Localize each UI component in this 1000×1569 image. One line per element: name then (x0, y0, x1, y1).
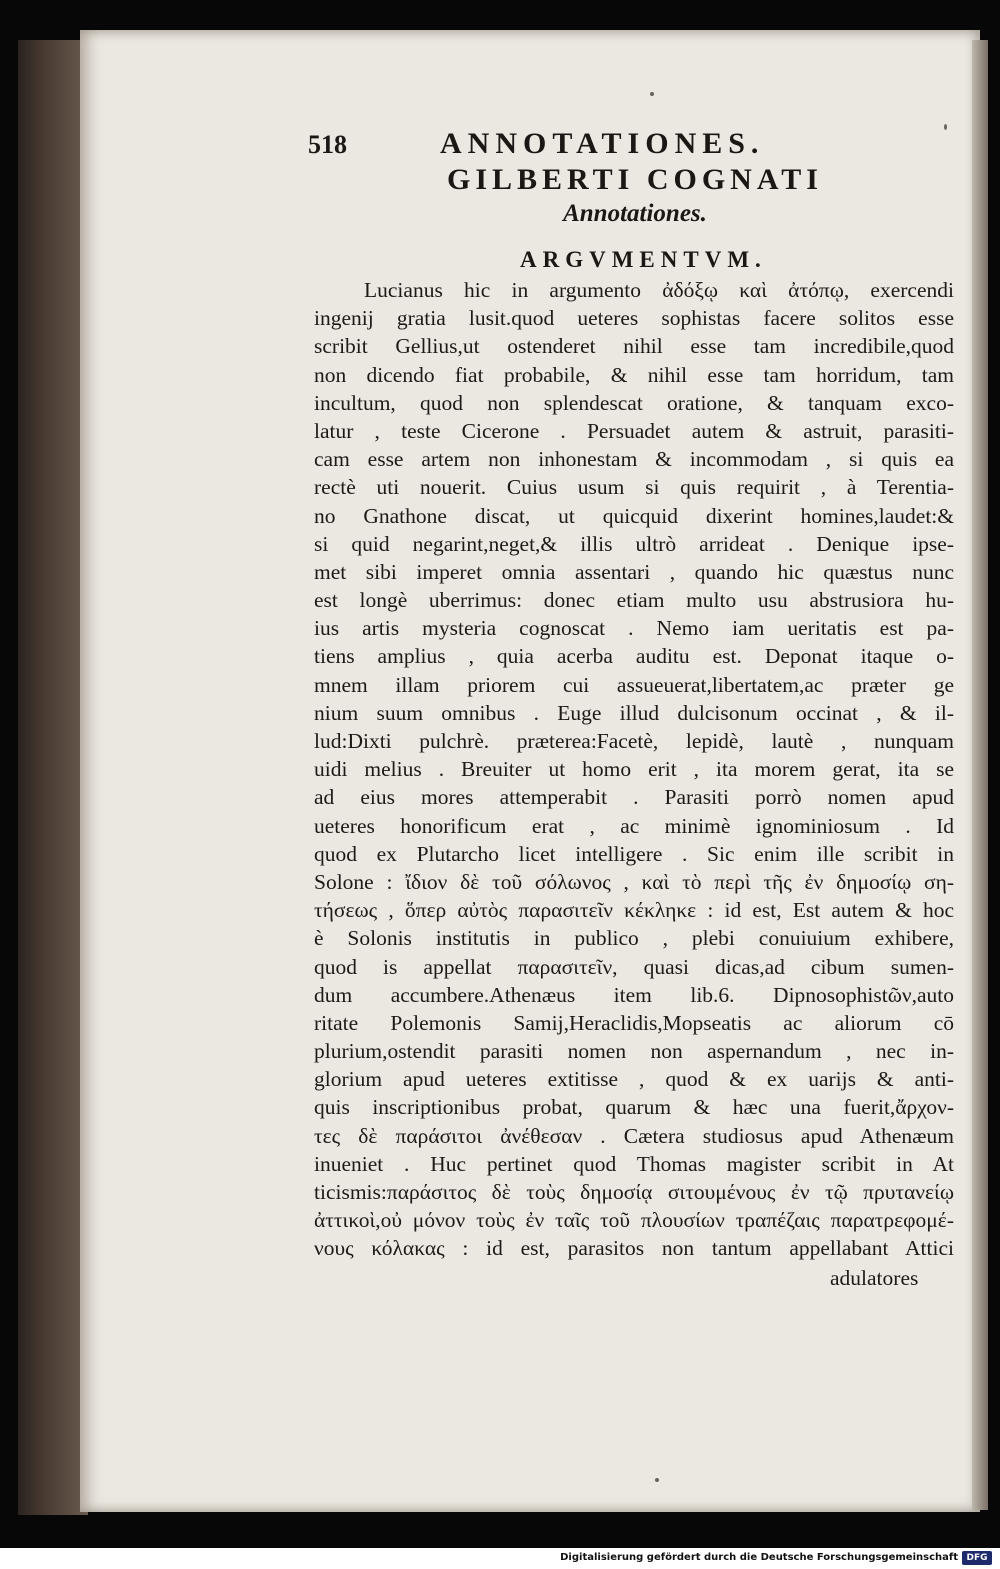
text-line: Lucianus hic in argumento ἀδόξῳ καὶ ἀτόπῳ, exercendi (364, 278, 954, 302)
text-line: tiens amplius , quia acerba auditu est. Deponat itaque o- (314, 644, 954, 669)
text-line: uidi melius . Breuiter ut homo erit , ita morem gerat, ita se (314, 757, 954, 782)
paper-speck (650, 92, 654, 96)
text-line: νους κόλακας : id est, parasitos non tantum appellabant Attici (314, 1236, 954, 1261)
page-fore-edge (972, 40, 988, 1510)
text-line: Solone : ἴδιον δὲ τοῦ σόλωνος , καὶ τὸ περὶ τῆς ἐν δημοσίῳ ση- (314, 869, 954, 894)
text-line: ticismis:παράσιτος δὲ τοὺς δημοσίᾳ σιτουμένους ἐν τῷ πρυτανείῳ (314, 1180, 954, 1204)
text-line: si quid negarint,neget,& illis ultrò arrideat . Denique ipse- (314, 531, 954, 556)
text-line: met sibi imperet omnia assentari , quando hic quæstus nunc (314, 559, 954, 584)
text-line: mnem illam priorem cui assueuerat,libertatem,ac præter ge (314, 672, 954, 697)
text-line: latur , teste Cicerone . Persuadet autem & astruit, parasiti- (314, 418, 954, 443)
text-line: ad eius mores attemperabit . Parasiti porrò nomen apud (314, 785, 954, 810)
text-line: τήσεως , ὅπερ αὐτὸς παρασιτεῖν κέκληκε : id est, Est autem & hoc (314, 898, 954, 923)
running-head: ANNOTATIONES. (440, 127, 765, 160)
annotations-heading: Annotationes. (563, 200, 707, 227)
text-line: non dicendo fiat probabile, & nihil esse tam horridum, tam (314, 362, 954, 387)
text-line: scribit Gellius,ut ostenderet nihil esse tam incredibile,quod (314, 334, 954, 359)
book-spine-shadow (18, 40, 88, 1515)
text-line: inueniet . Huc pertinet quod Thomas magister scribit in At (314, 1151, 954, 1176)
paper-speck (655, 1478, 659, 1482)
dfg-logo: DFG (962, 1551, 992, 1565)
text-line: plurium,ostendit parasiti nomen non aspernandum , nec in- (314, 1039, 954, 1064)
text-line: lud:Dixti pulchrè. præterea:Facetè, lepidè, lautè , nunquam (314, 729, 954, 753)
author-heading: GILBERTI COGNATI (447, 163, 823, 196)
text-line: ritate Polemonis Samij,Heraclidis,Mopseatis ac aliorum cō (314, 1010, 954, 1035)
text-line: è Solonis institutis in publico , plebi conuiuium exhibere, (314, 926, 954, 951)
page-number: 518 (308, 130, 347, 159)
text-line: ἀττικοὶ,οὐ μόνον τοὺς ἐν ταῖς τοῦ πλουσίων τραπέζαις παρατρεφομέ- (314, 1208, 954, 1233)
text-line: ueteres honorificum erat , ac minimè ignominiosum . Id (314, 813, 954, 838)
text-line: cam esse artem non inhonestam & incommodam , si quis ea (314, 447, 954, 472)
funding-note: Digitalisierung gefördert durch die Deutsche Forschungsgemeinschaft (560, 1552, 958, 1563)
text-line: quod is appellat παρασιτεῖν, quasi dicas,ad cibum sumen- (314, 954, 954, 979)
text-line: dum accumbere.Athenæus item lib.6. Dipnosophistῶν,auto (314, 982, 954, 1007)
text-line: glorium apud ueteres extitisse , quod & ex uarijs & anti- (314, 1067, 954, 1092)
catchword: adulatores (830, 1266, 919, 1290)
text-line: nium suum omnibus . Euge illud dulcisonum occinat , & il- (314, 700, 954, 725)
paper-speck (944, 124, 947, 130)
text-line: incultum, quod non splendescat oratione, & tanquam exco- (314, 390, 954, 415)
text-line: ingenij gratia lusit.quod ueteres sophistas facere solitos esse (314, 306, 954, 331)
text-line: ius artis mysteria cognoscat . Nemo iam ueritatis est pa- (314, 616, 954, 641)
body-text (314, 276, 954, 1263)
text-line: quis inscriptionibus probat, quarum & hæc una fuerit,ἄρχον- (314, 1095, 954, 1120)
text-line: rectè uti nouerit. Cuius usum si quis requirit , à Terentia- (314, 475, 954, 500)
text-line: no Gnathone discat, ut quicquid dixerint homines,laudet:& (314, 503, 954, 528)
section-heading: ARGVMENTVM. (520, 247, 767, 272)
text-line: quod ex Plutarcho licet intelligere . Sic enim ille scribit in (314, 841, 954, 866)
text-line: τες δὲ παράσιτοι ἀνέθεσαν . Cætera studiosus apud Athenæum (314, 1123, 954, 1148)
text-line: est longè uberrimus: donec etiam multo usu abstrusiora hu- (314, 588, 954, 613)
